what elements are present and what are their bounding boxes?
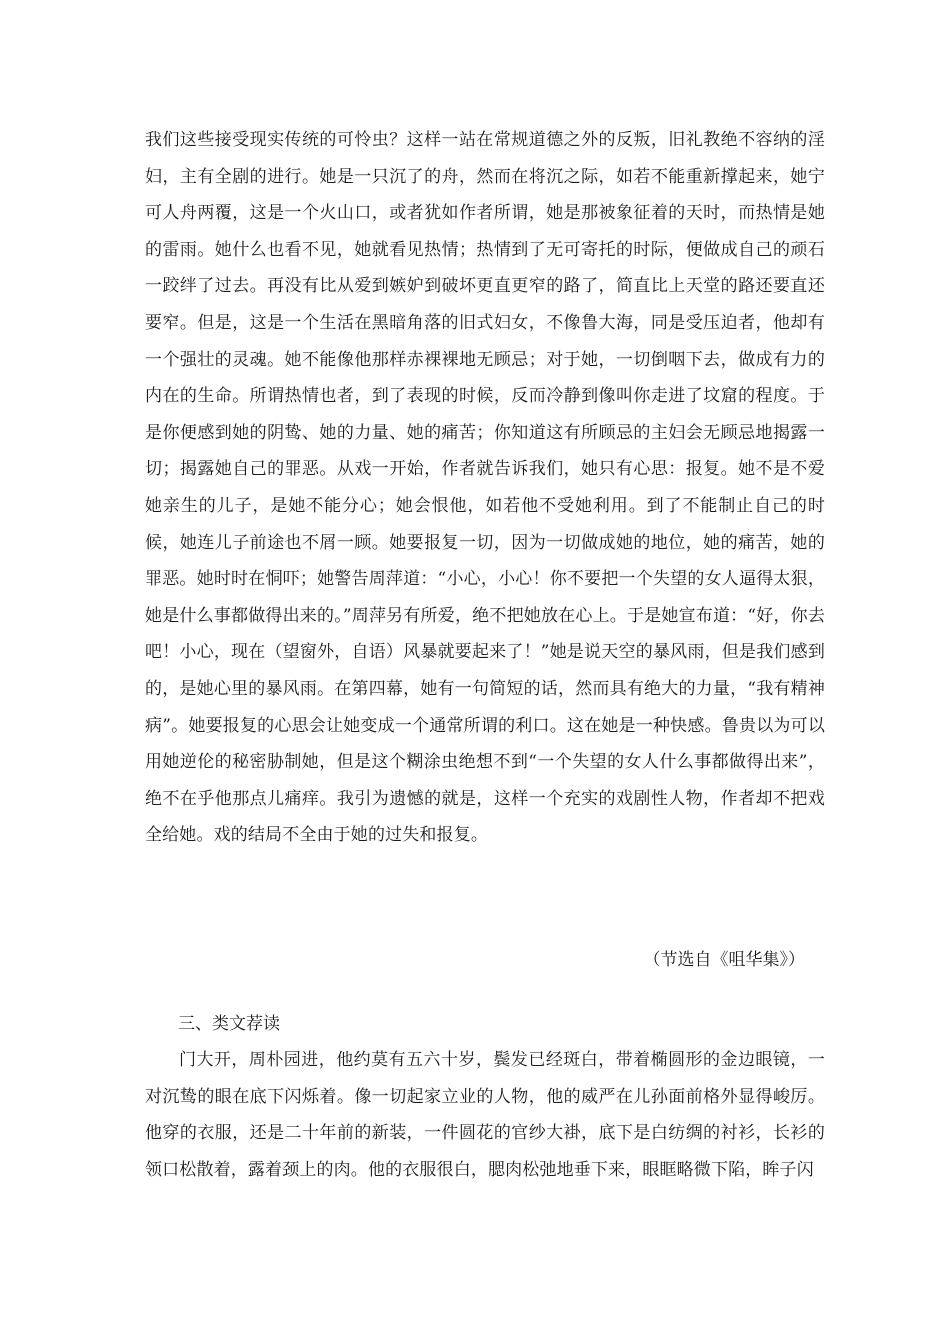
section-heading: 三、类文荐读 xyxy=(178,1014,280,1034)
excerpt-body-paragraph: 我们这些接受现实传统的可怜虫？这样一站在常规道德之外的反叛，旧礼教绝不容纳的淫妇，主有全剧的进行。她是一只沉了的舟，然而在将沉之际，如若不能重新撑起来，她宁可人舟两覆，这是一个火山口，或者犹如作者所谓，她是那被象征着的天时，而热情是她的雷雨。她什么也看不见，她就看见热情；热情到了无可寄托的时际，便做成自己的顽石一跤绊了过去。再没有比从爱到嫉妒到破坏更直更窄的路了，简直比上天堂的路还要直还要窄。但是，这是一个生活在黑暗角落的旧式妇女，不像鲁大海，同是受压迫者，他却有一个强壮的灵魂。她不能像他那样赤裸裸地无顾忌；对于她，一切倒咽下去，做成有力的内在的生命。所谓热情也者，到了表现的时候，反而冷静到像叫你走进了坟窟的程度。于是你便感到她的阴鸷、她的力量、她的痛苦；你知道这有所顾忌的主妇会无顾忌地揭露一切；揭露她自己的罪恶。从戏一开始，作者就告诉我们，她只有心思：报复。她不是不爱她亲生的儿子，是她不能分心；她会恨他，如若他不受她利用。到了不能制止自己的时候，她连儿子前途也不屑一顾。她要报复一切，因为一切做成她的地位，她的痛苦，她的罪恶。她时时在恫吓；她警告周萍道：“小心，小心！你不要把一个失望的女人逼得太狠，她是什么事都做得出来的。”周萍另有所爱，绝不把她放在心上。于是她宣布道：“好，你去吧！小心，现在（望窗外，自语）风暴就要起来了！”她是说天空的暴风雨，但是我们感到的，是她心里的暴风雨。在第四幕，她有一句简短的话，然而具有绝大的力量，“我有精神病”。她要报复的心思会让她变成一个通常所谓的利口。这在她是一种快感。鲁贵以为可以用她逆伦的秘密胁制她，但是这个糊涂虫绝想不到“一个失望的女人什么事都做得出来”，绝不在乎他那点儿痛痒。我引为遗憾的就是，这样一个充实的戏剧性人物，作者却不把戏全给她。戏的结局不全由于她的过失和报复。 xyxy=(145,130,825,846)
section-body-paragraph: 门大开，周朴园进，他约莫有五六十岁，鬓发已经斑白，带着椭圆形的金边眼镜，一对沉鸷的眼在底下闪烁着。像一切起家立业的人物，他的威严在儿孙面前格外显得峻厉。他穿的衣服，还是二十年前的新装，一件圆花的官纱大褂，底下是白纺绸的衬衫，长衫的领口松散着，露着颈上的肉。他的衣服很白，腮肉松弛地垂下来，眼眶略微下陷，眸子闪 xyxy=(145,1050,825,1180)
source-attribution: （节选自《咀华集》） xyxy=(643,950,805,970)
